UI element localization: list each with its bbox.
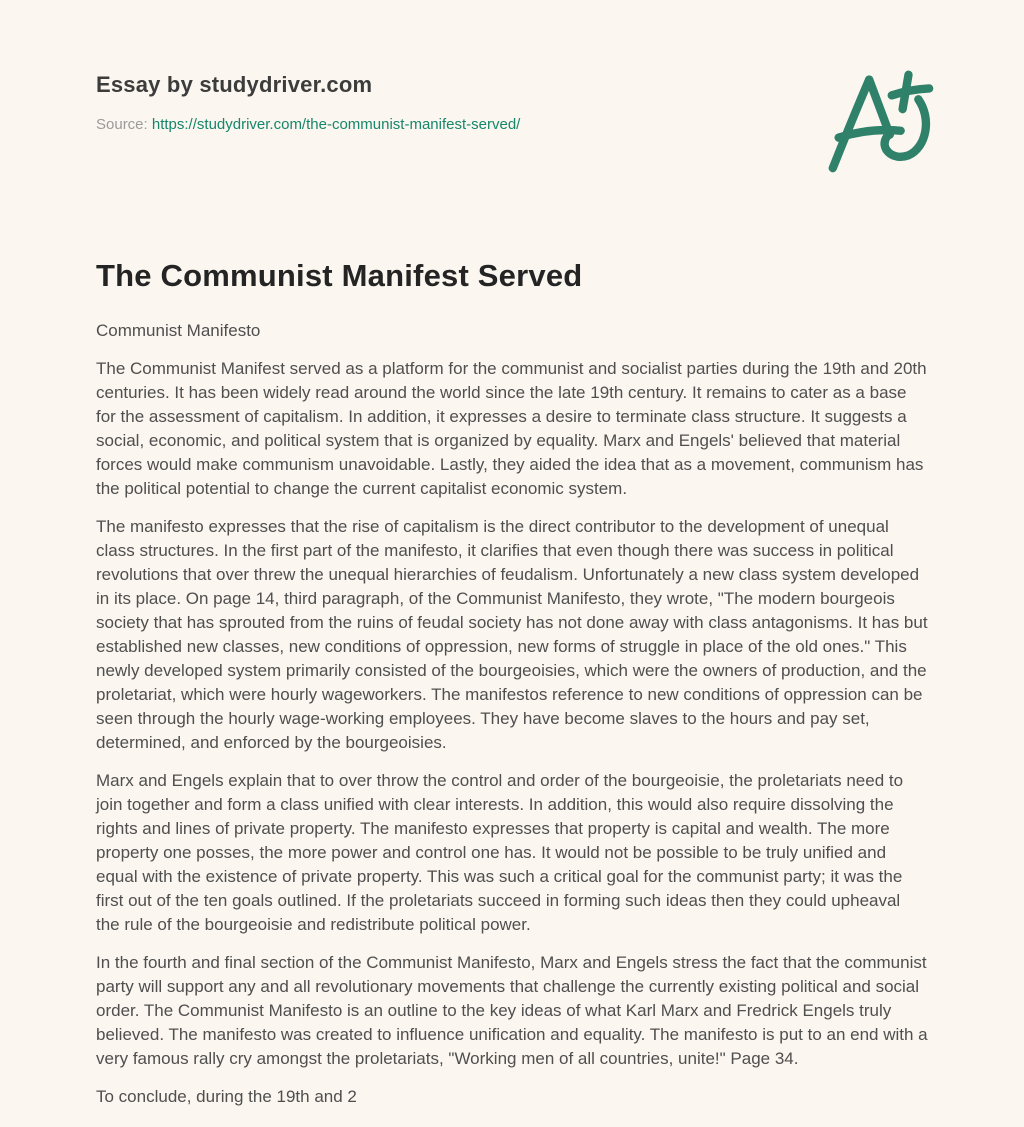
- source-url-link[interactable]: https://studydriver.com/the-communist-manifest-served/: [151, 116, 521, 133]
- essay-paragraph: Marx and Engels explain that to over throw the control and order of the bourgeoisie, the proletariats need to join together and form a class unified with clear interests. In addition, this would also require dissolving the rights and lines of private property. The manifesto expresses that property is capital and wealth. The more property one posses, the more power and control one has. It would not be possible to be truly unified and equal with the existence of private property. This was such a critical goal for the communist party; it was the first out of the ten goals outlined. If the proletariats succeed in forming such ideas then they could upheaval the rule of the bourgeoisie and redistribute political power.: [96, 771, 904, 934]
- essay-paragraph: In the fourth and final section of the Communist Manifesto, Marx and Engels stress the fact that the communist party will support any and all revolutionary movements that challenge the currently existing political and social order. The Communist Manifesto is an outline to the key ideas of what Karl Marx and Fredrick Engels truly believed. The manifesto was created to influence unification and equality. The manifesto is put to an end with a very famous rally cry amongst the proletariats, "Working men of all countries, unite!" Page 34.: [96, 953, 928, 1068]
- essay-title: The Communist Manifest Served: [96, 258, 583, 293]
- essay-paragraph: The Communist Manifest served as a platform for the communist and socialist parties during the 19th and 20th centuries. It has been widely read around the world since the late 19th century. It remains to cater as a base for the assessment of capitalism. In addition, it expresses a desire to terminate class structure. It suggests a social, economic, and political system that is organized by equality. Marx and Engels' believed that material forces would make communism unavoidable. Lastly, they aided the idea that as a movement, communism has the political potential to change the current capitalist economic system.: [96, 359, 927, 498]
- essay-paragraph-truncated: To conclude, during the 19th and 2: [96, 1087, 357, 1106]
- page-container: [96, 0, 928, 1109]
- site-header-title: Essay by studydriver.com: [96, 72, 373, 97]
- essay-paragraph: The manifesto expresses that the rise of capitalism is the direct contributor to the development of unequal class structures. In the first part of the manifesto, it clarifies that even though there was success in political revolutions that over threw the unequal hierarchies of feudalism. Unfortunately a new class system developed in its place. On page 14, third paragraph, of the Communist Manifesto, they wrote, "The modern bourgeois society that has sprouted from the ruins of feudal society has not done away with class antagonisms. It has but established new classes, new conditions of oppression, new forms of struggle in place of the old ones." This newly developed system primarily consisted of the bourgeoisies, which were the owners of production, and the proletariat, which were hourly wageworkers. The manifestos reference to new conditions of oppression can be seen through the hourly wage-working employees. They have become slaves to the hours and pay set, determined, and enforced by the bourgeoisies.: [96, 517, 928, 752]
- source-label: Source:: [96, 116, 148, 133]
- essay-subtitle: Communist Manifesto: [96, 321, 261, 340]
- page-header: [96, 0, 928, 135]
- essay-article: [96, 255, 928, 1109]
- a-plus-logo-icon: [820, 58, 938, 176]
- source-line: [96, 115, 928, 135]
